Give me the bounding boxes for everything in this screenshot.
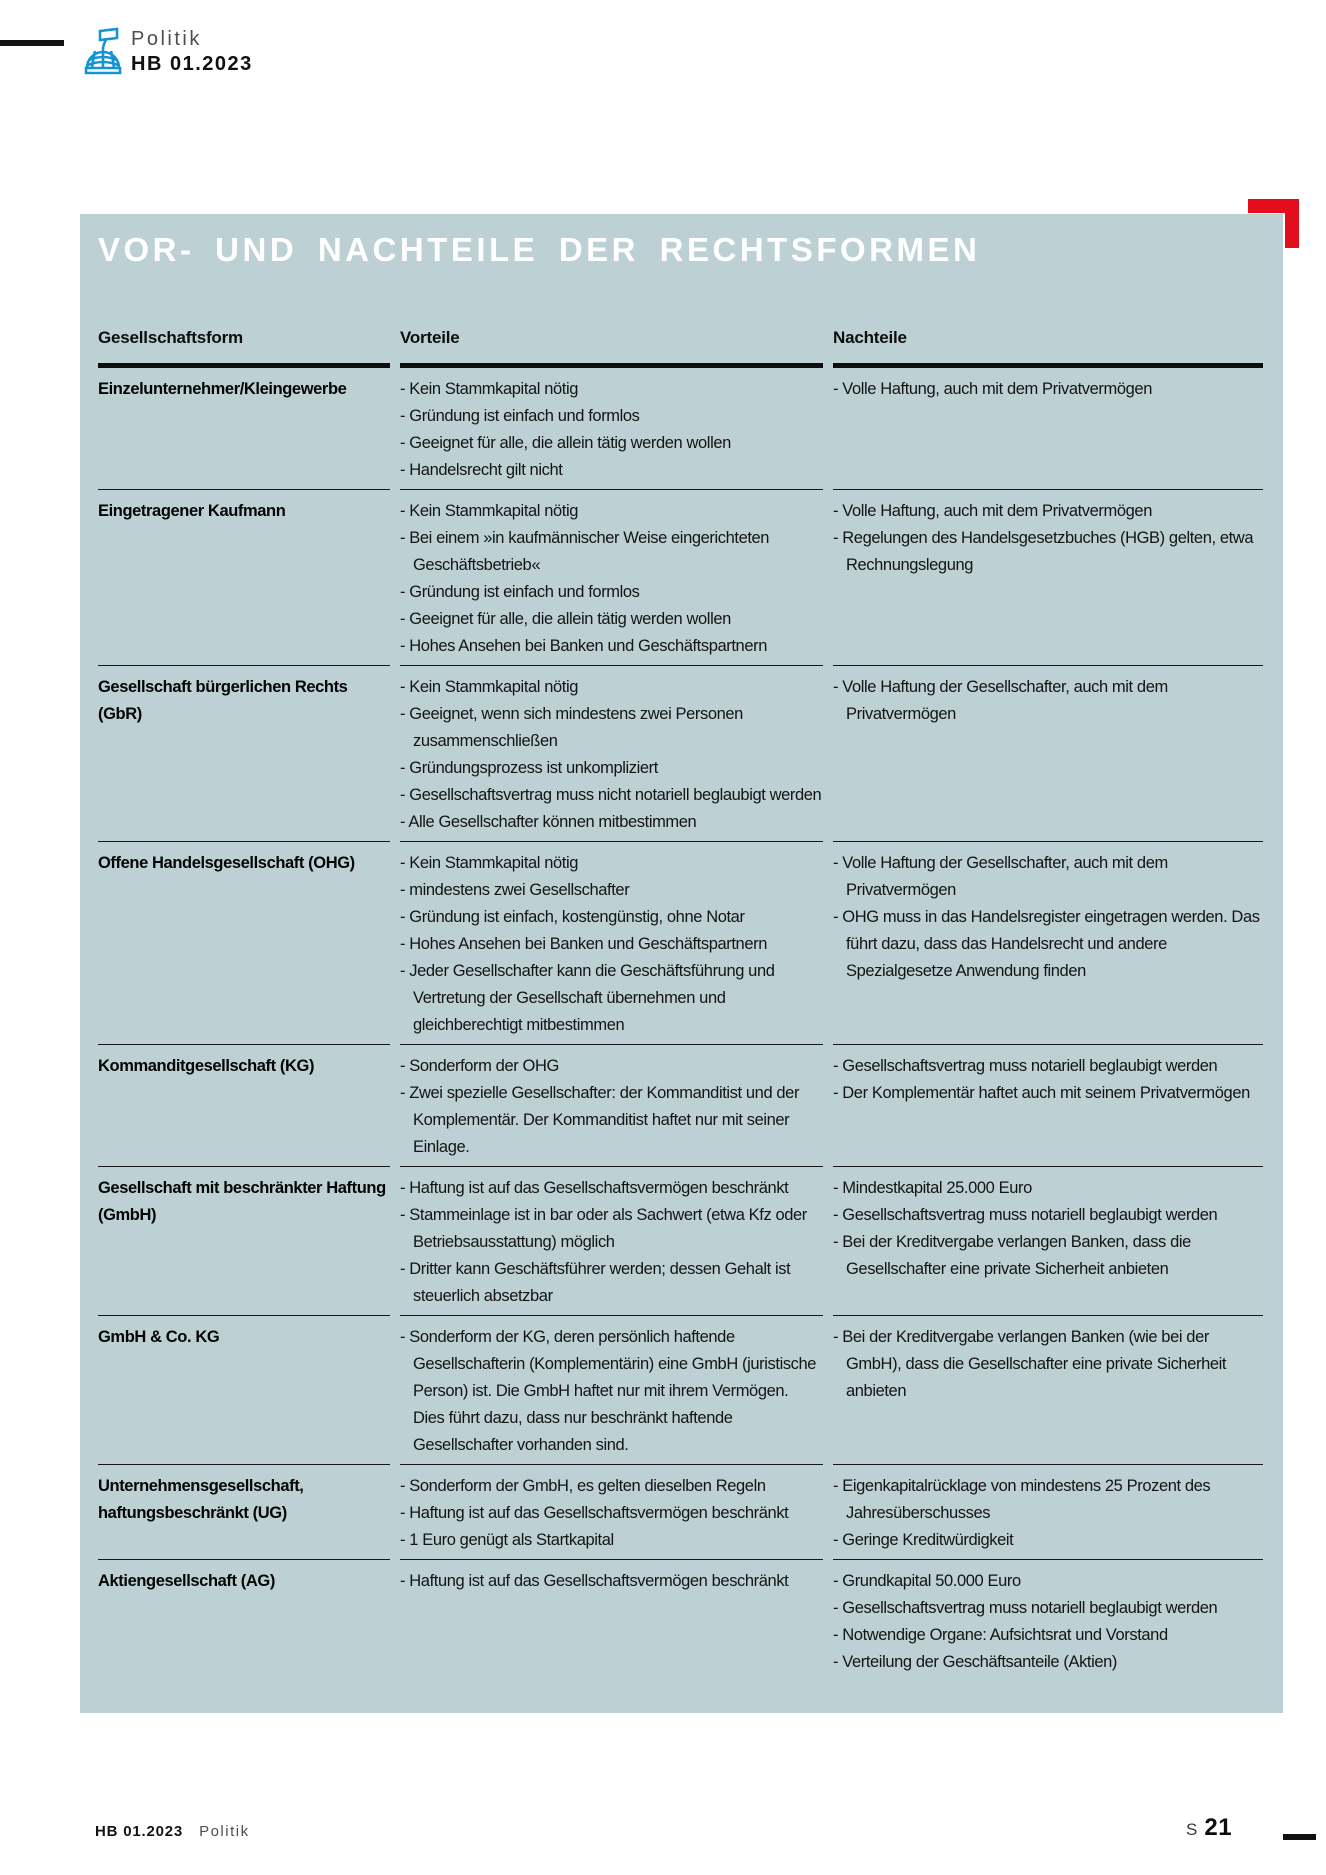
nachteile-cell — [833, 842, 1263, 1045]
form-cell: Kommanditgesellschaft (KG) — [98, 1045, 390, 1167]
logo-section-label: Politik — [131, 28, 202, 50]
bullet-item: - Verteilung der Geschäftsanteile (Aktien) — [833, 1649, 1263, 1676]
bullet-item: - Haftung ist auf das Gesellschaftsvermögen beschränkt — [400, 1500, 823, 1527]
vorteile-cell — [400, 368, 823, 490]
bullet-item: - Sonderform der OHG — [400, 1053, 823, 1080]
bullet-item: - Haftung ist auf das Gesellschaftsvermögen beschränkt — [400, 1568, 823, 1595]
page-number — [1186, 1814, 1232, 1842]
bullet-item: - Gründung ist einfach, kostengünstig, ohne Notar — [400, 904, 823, 931]
bullet-item: - Volle Haftung, auch mit dem Privatvermögen — [833, 498, 1263, 525]
form-cell: Aktiengesellschaft (AG) — [98, 1572, 275, 1590]
bullet-item: - Grundkapital 50.000 Euro — [833, 1568, 1263, 1595]
nachteile-cell — [833, 490, 1263, 666]
bullet-item: - Dritter kann Geschäftsführer werden; dessen Gehalt ist steuerlich absetzbar — [400, 1256, 823, 1310]
dome-flag-icon — [84, 27, 122, 77]
column-header-nachteile: Nachteile — [833, 328, 1263, 368]
form-cell: Gesellschaft mit beschränkter Haftung (GmbH) — [98, 1167, 390, 1316]
page-prefix: S — [1186, 1820, 1198, 1839]
vorteile-cell — [400, 1316, 823, 1465]
bullet-item: - Regelungen des Handelsgesetzbuches (HGB) gelten, etwa Rechnungslegung — [833, 525, 1263, 579]
nachteile-cell — [833, 1045, 1263, 1167]
footer-issue-label: HB 01.2023 — [95, 1823, 184, 1840]
bullet-item: - Handelsrecht gilt nicht — [400, 457, 823, 484]
vorteile-cell — [400, 1167, 823, 1316]
bullet-item: - Bei einem »in kaufmännischer Weise eingerichteten Geschäftsbetrieb« — [400, 525, 823, 579]
page-title: VOR- UND NACHTEILE DER RECHTSFORMEN — [98, 231, 981, 268]
vorteile-cell — [400, 490, 823, 666]
top-rule — [0, 40, 64, 46]
bullet-item: - Gründung ist einfach und formlos — [400, 579, 823, 606]
nachteile-cell — [833, 1316, 1263, 1465]
bullet-item: - Alle Gesellschafter können mitbestimmen — [400, 809, 823, 836]
bullet-item: - Gesellschaftsvertrag muss notariell beglaubigt werden — [833, 1202, 1263, 1229]
red-corner-accent — [1285, 199, 1299, 248]
form-cell: Einzelunternehmer/Kleingewerbe — [98, 368, 390, 490]
rechtsformen-panel — [80, 214, 1283, 1713]
bullet-item: - Jeder Gesellschafter kann die Geschäftsführung und Vertretung der Gesellschaft übernehmen und gleichberechtigt mitbestimmen — [400, 958, 823, 1039]
column-header-gesellschaftsform: Gesellschaftsform — [98, 328, 390, 368]
vorteile-cell — [400, 842, 823, 1045]
bullet-item: - Gründung ist einfach und formlos — [400, 403, 823, 430]
form-cell: Gesellschaft bürgerlichen Rechts (GbR) — [98, 666, 390, 842]
bullet-item: - Kein Stammkapital nötig — [400, 376, 823, 403]
bullet-item: - Volle Haftung der Gesellschafter, auch mit dem Privatvermögen — [833, 850, 1263, 904]
form-cell: Unternehmensgesellschaft, haftungsbeschränkt (UG) — [98, 1465, 390, 1560]
vorteile-cell — [400, 1045, 823, 1167]
bullet-item: - Zwei spezielle Gesellschafter: der Kommanditist und der Komplementär. Der Kommanditist haftet nur mit seiner Einlage. — [400, 1080, 823, 1161]
bullet-item: - Hohes Ansehen bei Banken und Geschäftspartnern — [400, 931, 823, 958]
nachteile-cell — [833, 666, 1263, 842]
column-header-vorteile: Vorteile — [400, 328, 823, 368]
bullet-item: - Kein Stammkapital nötig — [400, 498, 823, 525]
page-number-value: 21 — [1204, 1814, 1233, 1841]
bullet-item: - Gründungsprozess ist unkompliziert — [400, 755, 823, 782]
logo-issue-label: HB 01.2023 — [131, 53, 253, 75]
bullet-item: - Geringe Kreditwürdigkeit — [833, 1527, 1263, 1554]
bullet-item: - Der Komplementär haftet auch mit seinem Privatvermögen — [833, 1080, 1263, 1107]
bullet-item: - Volle Haftung der Gesellschafter, auch mit dem Privatvermögen — [833, 674, 1263, 728]
nachteile-cell — [833, 1465, 1263, 1560]
bullet-item: - Notwendige Organe: Aufsichtsrat und Vorstand — [833, 1622, 1263, 1649]
nachteile-cell — [833, 1560, 1263, 1681]
nachteile-cell — [833, 1167, 1263, 1316]
bullet-item: - Gesellschaftsvertrag muss notariell beglaubigt werden — [833, 1595, 1263, 1622]
bullet-item: - Haftung ist auf das Gesellschaftsvermögen beschränkt — [400, 1175, 823, 1202]
bullet-item: - Kein Stammkapital nötig — [400, 850, 823, 877]
bullet-item: - Sonderform der GmbH, es gelten dieselben Regeln — [400, 1473, 823, 1500]
bullet-item: - Eigenkapitalrücklage von mindestens 25 Prozent des Jahresüberschusses — [833, 1473, 1263, 1527]
footer-section-label: Politik — [199, 1823, 250, 1840]
footer — [95, 1823, 250, 1840]
form-cell: Offene Handelsgesellschaft (OHG) — [98, 842, 390, 1045]
footer-rule — [1283, 1834, 1316, 1840]
bullet-item: - Volle Haftung, auch mit dem Privatvermögen — [833, 376, 1263, 403]
form-cell: Eingetragener Kaufmann — [98, 490, 390, 666]
form-cell: GmbH & Co. KG — [98, 1316, 390, 1465]
bullet-item: - Geeignet, wenn sich mindestens zwei Personen zusammenschließen — [400, 701, 823, 755]
rechtsformen-table — [98, 328, 1263, 1681]
bullet-item: - Gesellschaftsvertrag muss nicht notariell beglaubigt werden — [400, 782, 823, 809]
bullet-item: - Geeignet für alle, die allein tätig werden wollen — [400, 430, 823, 457]
bullet-item: - OHG muss in das Handelsregister eingetragen werden. Das führt dazu, dass das Handelsrecht und andere Spezialgesetze Anwendung finden — [833, 904, 1263, 985]
nachteile-cell — [833, 368, 1263, 490]
bullet-item: - Mindestkapital 25.000 Euro — [833, 1175, 1263, 1202]
bullet-item: - Bei der Kreditvergabe verlangen Banken, dass die Gesellschafter eine private Sicherheit anbieten — [833, 1229, 1263, 1283]
bullet-item: - Geeignet für alle, die allein tätig werden wollen — [400, 606, 823, 633]
vorteile-cell — [400, 1560, 823, 1681]
bullet-item: - Stammeinlage ist in bar oder als Sachwert (etwa Kfz oder Betriebsausstattung) möglich — [400, 1202, 823, 1256]
magazine-logo — [84, 27, 253, 77]
bullet-item: - Gesellschaftsvertrag muss notariell beglaubigt werden — [833, 1053, 1263, 1080]
bullet-item: - 1 Euro genügt als Startkapital — [400, 1527, 823, 1554]
vorteile-cell — [400, 666, 823, 842]
bullet-item: - mindestens zwei Gesellschafter — [400, 877, 823, 904]
vorteile-cell — [400, 1465, 823, 1560]
bullet-item: - Sonderform der KG, deren persönlich haftende Gesellschafterin (Komplementärin) eine GmbH (juristische Person) ist. Die GmbH haftet nur mit ihrem Vermögen. Dies führt dazu, dass nur beschränkt haftende Gesellschafter vorhanden sind. — [400, 1324, 823, 1459]
bullet-item: - Kein Stammkapital nötig — [400, 674, 823, 701]
bullet-item: - Bei der Kreditvergabe verlangen Banken (wie bei der GmbH), dass die Gesellschafter eine private Sicherheit anbieten — [833, 1324, 1263, 1405]
bullet-item: - Hohes Ansehen bei Banken und Geschäftspartnern — [400, 633, 823, 660]
